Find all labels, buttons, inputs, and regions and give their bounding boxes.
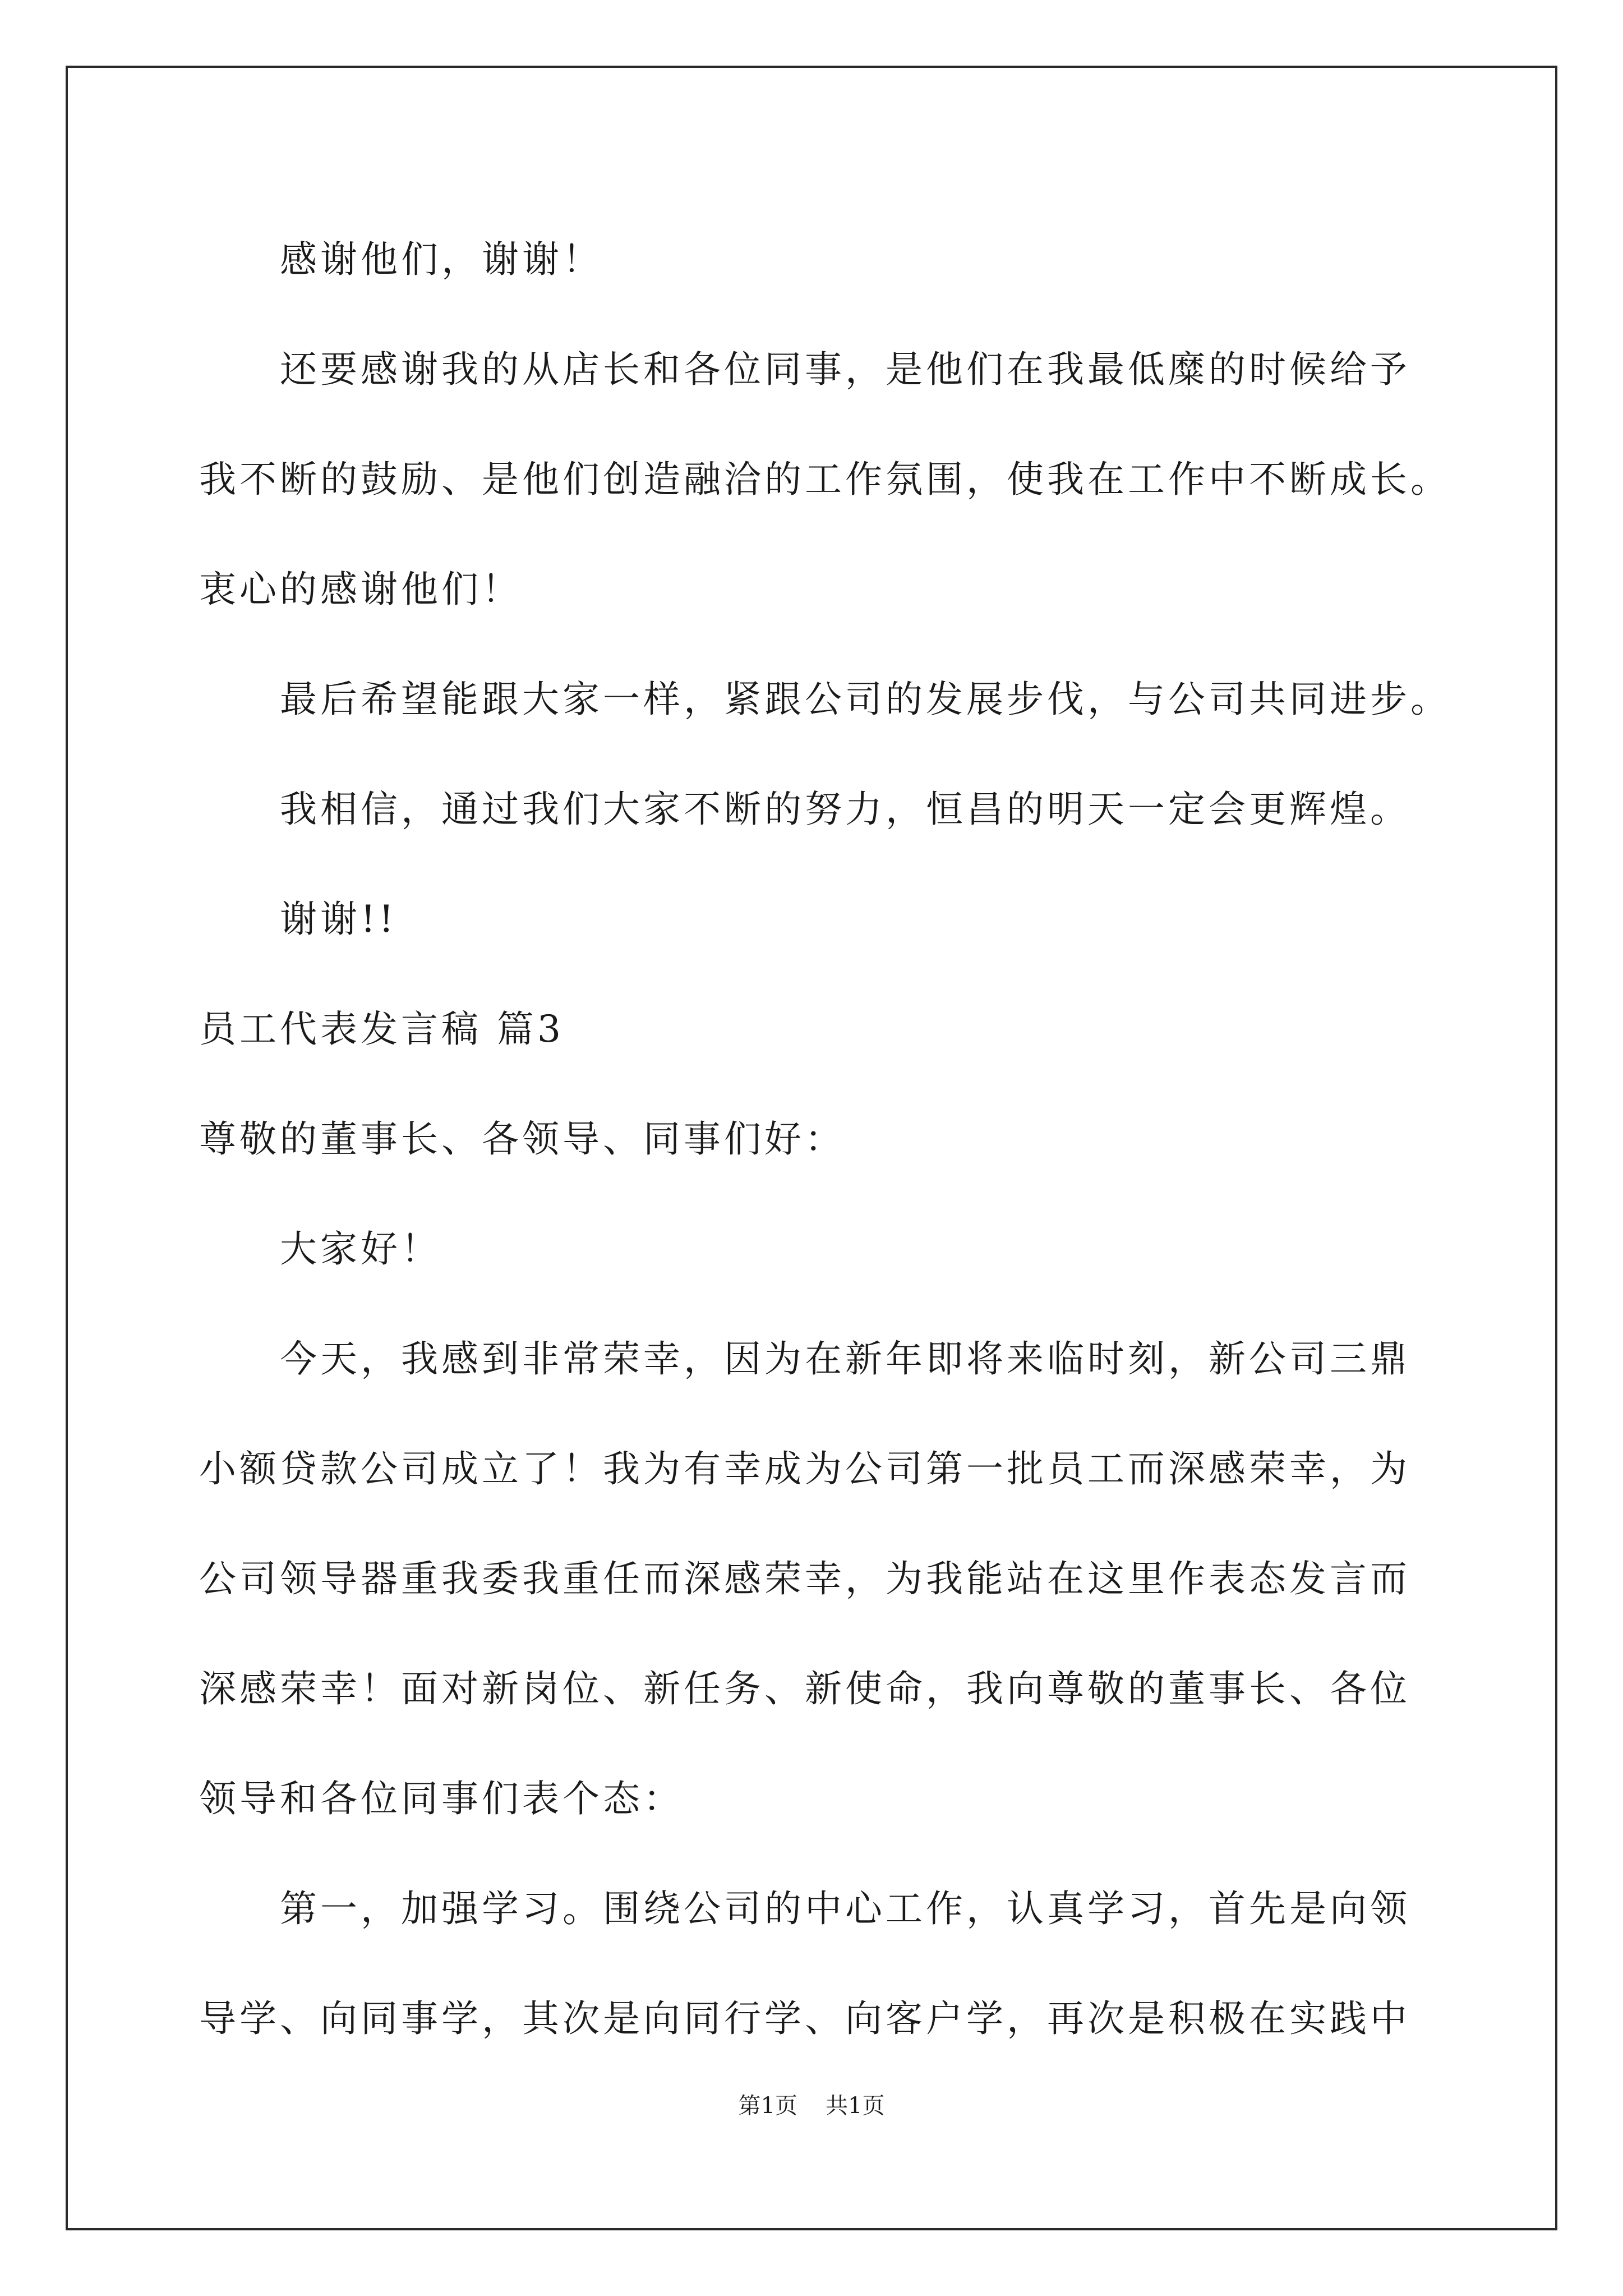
page-number-total: 共1页: [826, 2093, 885, 2119]
paragraph-line: 今天，我感到非常荣幸，因为在新年即将来临时刻，新公司三鼎: [280, 1337, 1410, 1381]
paragraph-line: 公司领导器重我委我重任而深感荣幸，为我能站在这里作表态发言而: [199, 1557, 1410, 1600]
document-body: [199, 205, 1451, 2074]
paragraph-line: 导学、向同事学，其次是向同行学、向客户学，再次是积极在实践中: [199, 1997, 1410, 2040]
paragraph-line: 深感荣幸！面对新岗位、新任务、新使命，我向尊敬的董事长、各位: [199, 1667, 1410, 1710]
paragraph-line: 我不断的鼓励、是他们创造融洽的工作氛围，使我在工作中不断成长。: [199, 458, 1451, 501]
paragraph-line: 谢谢!!: [280, 898, 398, 941]
page-footer: [0, 2089, 1623, 2123]
paragraph-line: 最后希望能跟大家一样，紧跟公司的发展步伐，与公司共同进步。: [280, 678, 1451, 721]
paragraph-line: 衷心的感谢他们！: [199, 568, 522, 611]
paragraph-line: 感谢他们，谢谢！: [280, 238, 603, 281]
salutation: 尊敬的董事长、各领导、同事们好：: [199, 1117, 845, 1161]
paragraph-line: 还要感谢我的从店长和各位同事，是他们在我最低糜的时候给予: [280, 348, 1410, 391]
paragraph-line: 小额贷款公司成立了！我为有幸成为公司第一批员工而深感荣幸，为: [199, 1447, 1410, 1490]
paragraph-line: 大家好！: [280, 1227, 441, 1271]
paragraph-line: 领导和各位同事们表个态：: [199, 1777, 684, 1820]
paragraph-line: 我相信，通过我们大家不断的努力，恒昌的明天一定会更辉煌。: [280, 788, 1410, 831]
page-number-current: 第1页: [738, 2093, 797, 2119]
paragraph-line: 第一，加强学习。围绕公司的中心工作，认真学习，首先是向领: [280, 1887, 1410, 1930]
section-heading: 员工代表发言稿 篇3: [199, 1007, 564, 1051]
